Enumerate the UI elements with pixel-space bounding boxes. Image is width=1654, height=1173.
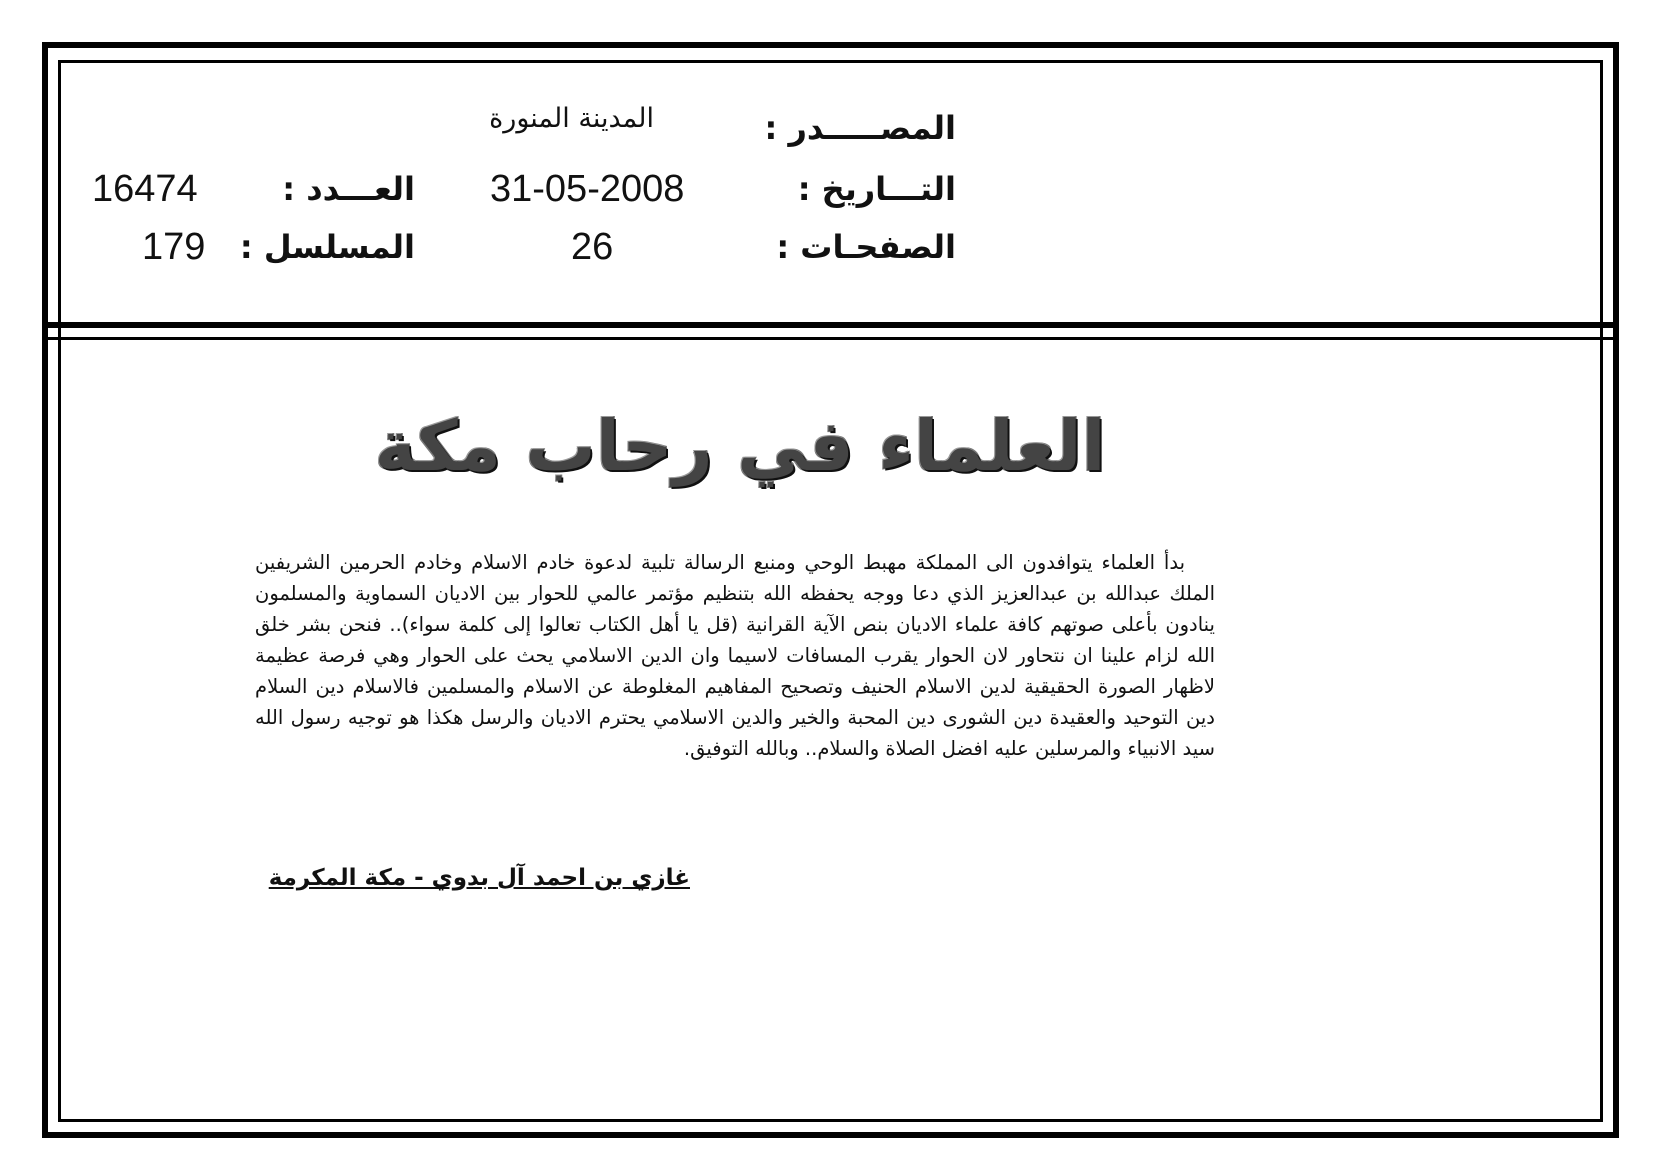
header-divider-thick [42, 322, 1619, 328]
serial-value: 179 [142, 226, 206, 268]
issue-label: العـــدد : [282, 170, 415, 208]
date-label: التـــاريخ : [797, 170, 956, 208]
date-value: 31-05-2008 [490, 168, 685, 210]
article-author: غازي بن احمد آل بدوي - مكة المكرمة [268, 865, 690, 891]
header-divider-thin [42, 337, 1619, 340]
article-title: العلماء في رحاب مكة [374, 405, 1106, 487]
pages-value: 26 [571, 226, 614, 268]
article-body: بدأ العلماء يتوافدون الى المملكة مهبط الوحي ومنبع الرسالة تلبية لدعوة خادم الاسلام وخادم الحرمين الشريفين الملك عبدالله بن عبدالعزيز الذي دعا ووجه يحفظه الله بتنظيم مؤتمر عالمي للحوار بين الاديان السماوية والمسلمون ينادون بأعلى صوتهم كافة علماء الاديان بنص الآية القرانية (قل يا أهل الكتاب تعالوا إلى كلمة سواء).. فنحن بشر خلق الله لزام علينا ان نتحاور لان الحوار يقرب المسافات لاسيما وان الدين الاسلامي يحث على الحوار وهي فرصة عظيمة لاظهار الصورة الحقيقية لدين الاسلام الحنيف وتصحيح المفاهيم المغلوطة عن الاسلام والمسلمين فالاسلام دين السلام دين التوحيد والعقيدة دين الشورى دين المحبة والخير والدين الاسلامي يحترم الاديان والرسل هكذا هو توجيه رسول الله سيد الانبياء والمرسلين عليه افضل الصلاة والسلام.. وبالله التوفيق. [255, 551, 1215, 760]
source-value: المدينة المنورة [489, 103, 654, 134]
issue-value: 16474 [92, 168, 198, 210]
serial-label: المسلسل : [239, 228, 415, 266]
source-label: المصـــــدر : [764, 109, 956, 147]
pages-label: الصفحـات : [776, 228, 956, 266]
